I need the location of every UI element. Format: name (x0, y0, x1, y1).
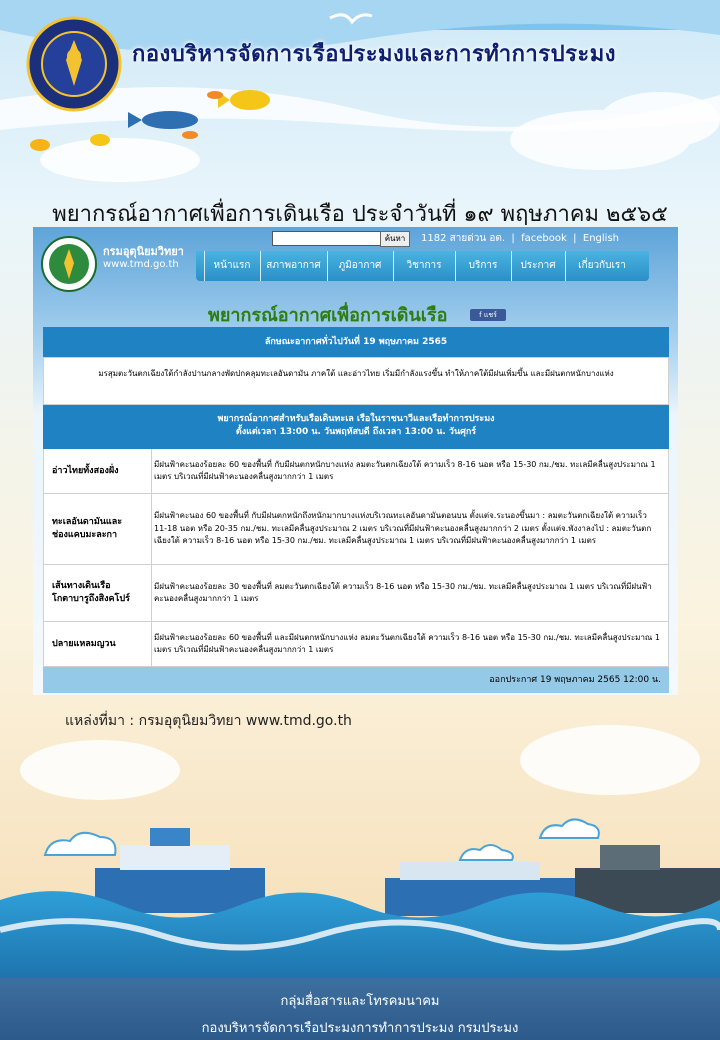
facebook-share-button[interactable]: f แชร์ (470, 309, 506, 321)
footer-line1: กลุ่มสื่อสารและโทรคมนาคม (280, 994, 440, 1009)
area-forecast: มีฝนฟ้าคะนองร้อยละ 60 ของพื้นที่ กับมีฝนตกหนักบางแห่ง ลมตะวันตกเฉียงใต้ ความเร็ว 8-16 นอต หรือ 15-30 กม./ชม. ทะเลมีคลื่นสูงประมาณ 1 เมตร บริเวณที่มีฝนฟ้าคะนองคลื่นสูงมากกว่า 1 เมตร (154, 459, 656, 481)
table-row (43, 449, 669, 494)
nav-announcements[interactable]: ประกาศ (511, 251, 564, 281)
tmd-logo (40, 235, 98, 293)
marine-forecast-heading: พยากรณ์อากาศเพื่อการเดินเรือ (208, 305, 448, 326)
tmd-header: กรมอุตุนิยมวิทยา www.tmd.go.th ค้นหา 1182 สายด่วน อต. | facebook | English หน้าแรก สภาพอากาศ ภูมิอากาศ วิชาการ บริการ ประกาศ เกี่ยวกับเรา (33, 227, 678, 283)
tmd-brand-url: www.tmd.go.th (103, 259, 179, 270)
table-row (43, 494, 669, 565)
page-title: พยากรณ์อากาศเพื่อการเดินเรือ ประจำวันที่ ๑๙ พฤษภาคม ๒๕๖๕ (52, 202, 668, 227)
search-button[interactable]: ค้นหา (380, 231, 410, 247)
general-weather-header: ลักษณะอากาศทั่วไปวันที่ 19 พฤษภาคม 2565 (43, 327, 669, 357)
area-name: ทะเลอันดามันและช่องแคบมะละกา (44, 494, 152, 564)
agency-header-title: กองบริหารจัดการเรือประมงและการทำการประมง (132, 42, 616, 67)
footer (0, 978, 720, 1040)
table-row (43, 565, 669, 622)
tmd-forecast-panel (33, 227, 678, 695)
area-name: เส้นทางเดินเรือโกตาบารูถึงสิงคโปร์ (44, 565, 152, 621)
area-forecast: มีฝนฟ้าคะนอง 60 ของพื้นที่ กับมีฝนตกหนักถึงหนักมากบางแห่งบริเวณทะเลอันดามันตอนบน ตั้งแต่จ.ระนองขึ้นมา : ลมตะวันตกเฉียงใต้ ความเร็ว 11-18 นอต หรือ 20-35 กม./ชม. ทะเลมีคลื่นสูงประมาณ 2 เมตร บริเวณที่มีฝนฟ้าคะนองคลื่นสูงมากกว่า 2 เมตร ตั้งแต่จ.พังงาลงไป : ลมตะวันตกเฉียงใต้ ความเร็ว 8-16 นอต หรือ 15-30 กม./ชม. ทะเลมีคลื่นสูงประมาณ 1 เมตร บริเวณที่มีฝนฟ้าคะนองคลื่นสูงมากกว่า 1 เมตร (154, 511, 652, 546)
area-name: อ่าวไทยทั้งสองฝั่ง (44, 449, 152, 493)
share-label: แชร์ (483, 311, 497, 319)
nav-home[interactable]: หน้าแรก (204, 251, 259, 281)
hotline-link[interactable]: 1182 สายด่วน อต. (421, 233, 506, 244)
general-weather-text: มรสุมตะวันตกเฉียงใต้กำลังปานกลางพัดปกคลุมทะเลอันดามัน ภาคใต้ และอ่าวไทย เริ่มมีกำลังแรงขึ้น ทำให้ภาคใต้มีฝนเพิ่มขึ้น และมีฝนตกหนักบางแห่ง (43, 357, 669, 405)
tmd-brand-name: กรมอุตุนิยมวิทยา (103, 245, 184, 258)
marine-header-line1: พยากรณ์อากาศสำหรับเรือเดินทะเล เรือในราชนาวีและเรือทำการประมง (217, 414, 495, 424)
table-row (43, 622, 669, 667)
marine-forecast-header (43, 405, 669, 449)
area-forecast: มีฝนฟ้าคะนองร้อยละ 60 ของพื้นที่ และมีฝนตกหนักบางแห่ง ลมตะวันตกเฉียงใต้ ความเร็ว 8-16 นอต หรือ 15-30 กม./ชม. ทะเลมีคลื่นสูงประมาณ 1 เมตร บริเวณที่มีฝนฟ้าคะนองคลื่นสูงมากกว่า 1 เมตร (154, 632, 660, 654)
footer-line2: กองบริหารจัดการเรือประมงการทำการประมง กรมประมง (201, 1021, 519, 1036)
area-forecast: มีฝนฟ้าคะนองร้อยละ 30 ของพื้นที่ ลมตะวันตกเฉียงใต้ ความเร็ว 8-16 นอต หรือ 15-30 กม./ชม. ทะเลมีคลื่นสูงประมาณ 1 เมตร บริเวณที่มีฝนฟ้าคะนองคลื่นสูงมากกว่า 1 เมตร (154, 581, 652, 603)
english-link[interactable]: English (582, 233, 619, 244)
nav-academic[interactable]: วิชาการ (393, 251, 454, 281)
search-input[interactable] (272, 231, 381, 246)
marine-header-line2: ตั้งแต่เวลา 13:00 น. วันพฤหัสบดี ถึงเวลา 13:00 น. วันศุกร์ (235, 427, 477, 437)
nav-about[interactable]: เกี่ยวกับเรา (565, 251, 638, 281)
nav-services[interactable]: บริการ (455, 251, 510, 281)
forecast-table (43, 327, 669, 693)
source-credit: แหล่งที่มา : กรมอุตุนิยมวิทยา www.tmd.go.th (65, 713, 352, 729)
nav-weather[interactable]: สภาพอากาศ (260, 251, 326, 281)
facebook-link[interactable]: facebook (521, 233, 567, 244)
tmd-nav-bar (196, 251, 649, 281)
area-name: ปลายแหลมญวน (44, 622, 152, 666)
nav-climate[interactable]: ภูมิอากาศ (327, 251, 392, 281)
issued-timestamp: ออกประกาศ 19 พฤษภาคม 2565 12:00 น. (43, 667, 669, 693)
department-of-fisheries-logo (26, 16, 122, 112)
